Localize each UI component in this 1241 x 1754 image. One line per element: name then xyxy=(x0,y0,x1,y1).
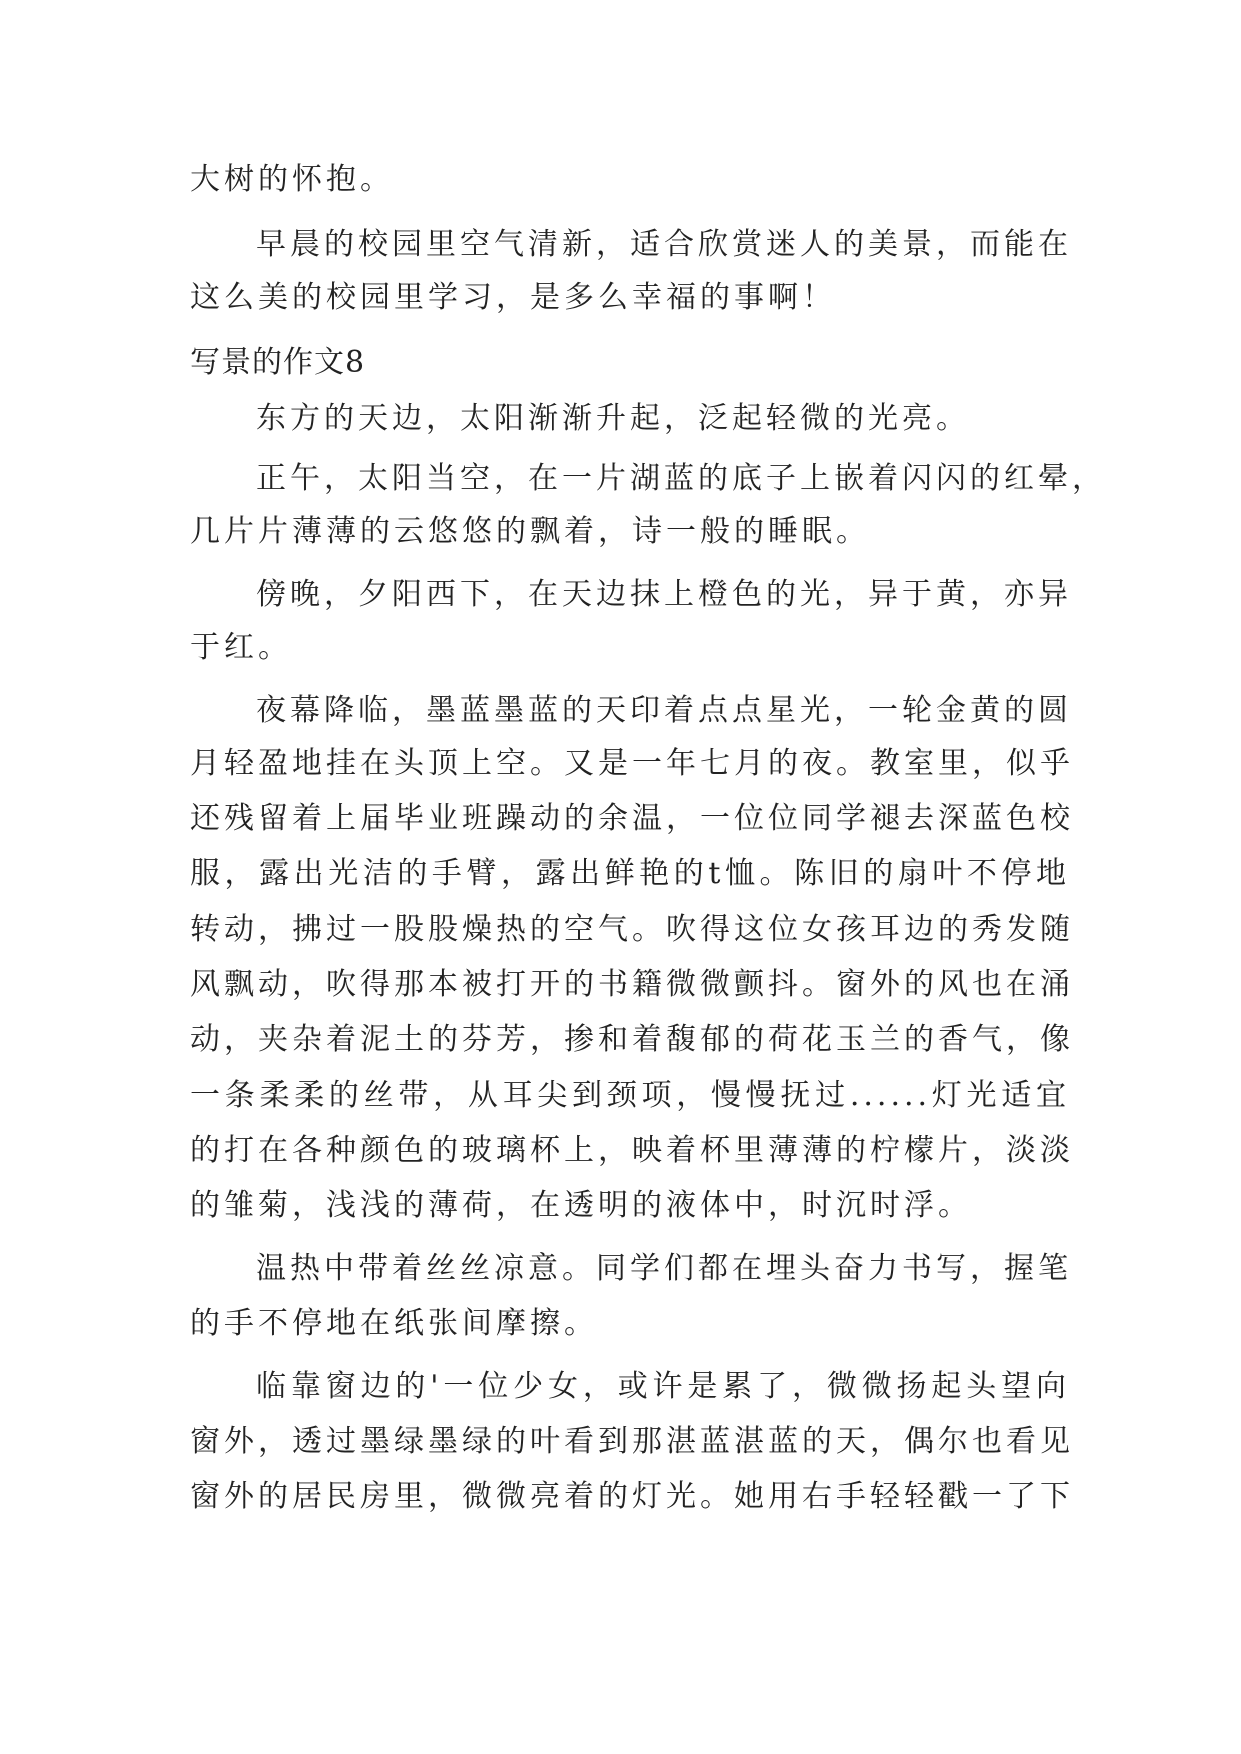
text-line: 临靠窗边的'一位少女，或许是累了，微微扬起头望向 xyxy=(256,1369,1070,1404)
text-line: 大树的怀抱。 xyxy=(190,162,394,197)
section-heading: 写景的作文8 xyxy=(190,345,366,380)
text-line: 服，露出光洁的手臂，露出鲜艳的t恤。陈旧的扇叶不停地 xyxy=(190,856,1070,891)
text-line: 窗外的居民房里，微微亮着的灯光。她用右手轻轻戳一了下 xyxy=(190,1479,1074,1514)
text-line: 动，夹杂着泥土的芬芳，掺和着馥郁的荷花玉兰的香气，像 xyxy=(190,1022,1074,1057)
text-line: 东方的天边，太阳渐渐升起，泛起轻微的光亮。 xyxy=(256,401,970,436)
text-line: 于红。 xyxy=(190,630,292,665)
text-line: 正午，太阳当空，在一片湖蓝的底子上嵌着闪闪的红晕， xyxy=(256,461,1106,496)
text-line: 傍晚，夕阳西下，在天边抹上橙色的光，异于黄，亦异 xyxy=(256,577,1072,612)
text-line: 早晨的校园里空气清新，适合欣赏迷人的美景，而能在 xyxy=(256,227,1072,262)
text-line: 风飘动，吹得那本被打开的书籍微微颤抖。窗外的风也在涌 xyxy=(190,967,1074,1002)
text-line: 夜幕降临，墨蓝墨蓝的天印着点点星光，一轮金黄的圆 xyxy=(256,693,1072,728)
text-line: 的雏菊，浅浅的薄荷，在透明的液体中，时沉时浮。 xyxy=(190,1188,972,1223)
text-line: 温热中带着丝丝凉意。同学们都在埋头奋力书写，握笔 xyxy=(256,1251,1072,1286)
text-line: 一条柔柔的丝带，从耳尖到颈项，慢慢抚过......灯光适宜 xyxy=(190,1078,1070,1113)
text-line: 转动，拂过一股股燥热的空气。吹得这位女孩耳边的秀发随 xyxy=(190,912,1074,947)
text-line: 窗外，透过墨绿墨绿的叶看到那湛蓝湛蓝的天，偶尔也看见 xyxy=(190,1424,1074,1459)
text-line: 的打在各种颜色的玻璃杯上，映着杯里薄薄的柠檬片，淡淡 xyxy=(190,1133,1074,1168)
text-line: 月轻盈地挂在头顶上空。又是一年七月的夜。教室里，似乎 xyxy=(190,746,1074,781)
text-line: 这么美的校园里学习，是多么幸福的事啊！ xyxy=(190,280,836,315)
text-line: 还残留着上届毕业班躁动的余温，一位位同学褪去深蓝色校 xyxy=(190,801,1074,836)
text-line: 几片片薄薄的云悠悠的飘着，诗一般的睡眠。 xyxy=(190,514,870,549)
text-line: 的手不停地在纸张间摩擦。 xyxy=(190,1306,598,1341)
